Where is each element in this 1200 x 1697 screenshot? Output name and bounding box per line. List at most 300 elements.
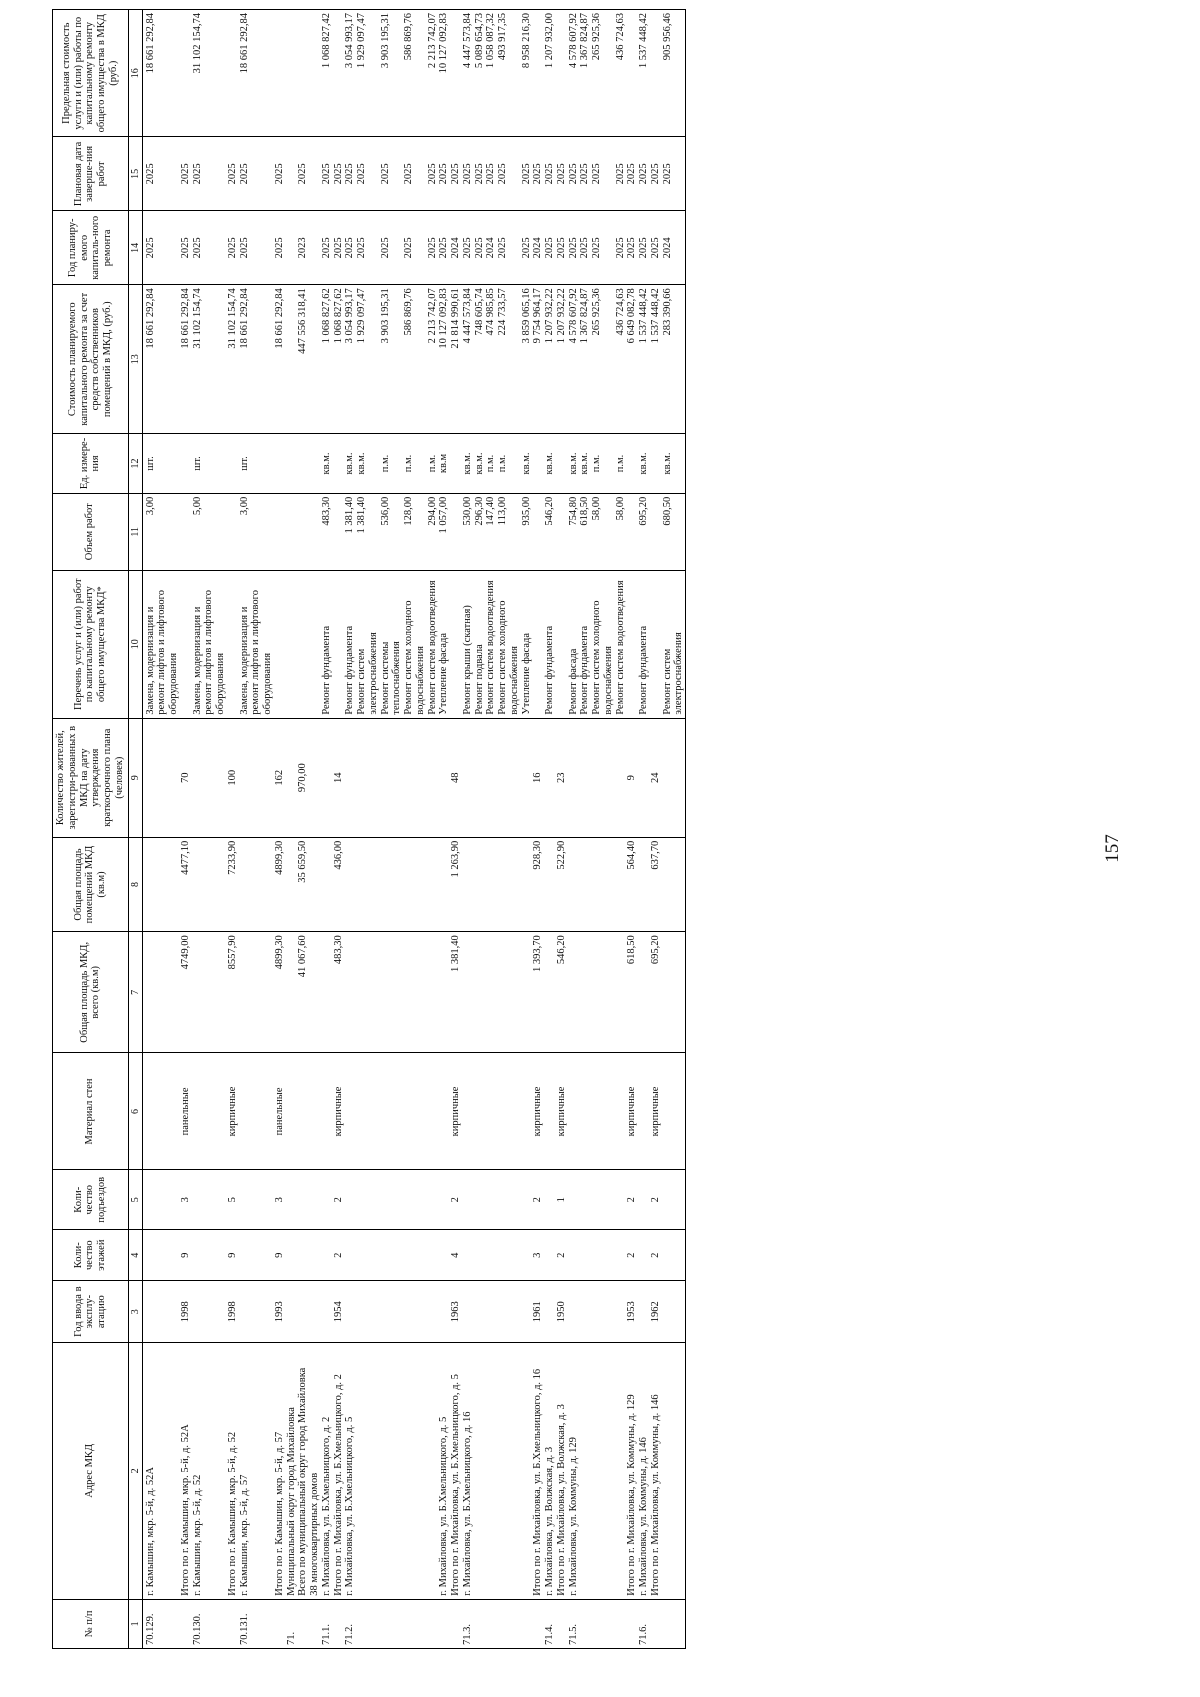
table-cell <box>321 837 333 931</box>
table-cell: 4899,30 <box>274 932 286 1053</box>
table-cell <box>474 837 486 931</box>
table-cell <box>462 1170 474 1230</box>
table-row <box>192 10 227 1649</box>
table-cell: 2025 <box>450 137 462 211</box>
table-cell <box>286 932 298 1053</box>
table-cell <box>638 1170 650 1230</box>
table-cell: 6 649 082,78 <box>626 285 638 434</box>
table-cell: 2025 <box>142 137 180 211</box>
table-cell: 1 367 824,87 <box>579 285 591 434</box>
column-number: 9 <box>128 718 142 837</box>
table-cell <box>380 1053 404 1170</box>
table-cell <box>333 434 345 494</box>
table-row <box>180 10 192 1649</box>
table-cell <box>521 718 533 837</box>
table-cell: 18 661 292,84 <box>142 285 180 434</box>
table-cell: Ремонт подвала <box>474 570 486 718</box>
table-cell: Ремонт фасада <box>568 570 580 718</box>
table-cell: 4 578 607,92 <box>568 10 580 137</box>
table-cell: 2 213 742,07 <box>427 10 439 137</box>
table-cell: 493 917,35 <box>497 10 521 137</box>
table-cell: Ремонт систем холодного водоснабжения <box>591 570 615 718</box>
table-cell: 1 068 827,62 <box>333 285 345 434</box>
table-cell <box>274 570 286 718</box>
table-cell <box>239 932 274 1053</box>
table-cell: 2025 <box>497 137 521 211</box>
table-cell: 2025 <box>521 211 533 285</box>
table-cell <box>180 1599 192 1648</box>
table-cell <box>662 1281 686 1343</box>
table-cell <box>662 837 686 931</box>
table-cell <box>427 1281 439 1343</box>
table-cell: 1962 <box>650 1281 662 1343</box>
table-cell <box>650 434 662 494</box>
table-cell <box>662 718 686 837</box>
table-cell <box>227 1599 239 1648</box>
table-cell: 3 054 993,17 <box>344 285 356 434</box>
table-cell <box>286 718 298 837</box>
table-cell <box>497 718 521 837</box>
table-cell: 2025 <box>403 137 427 211</box>
table-row <box>450 10 462 1649</box>
table-cell: Ремонт систем холодного водоснабжения <box>497 570 521 718</box>
table-cell: 4 447 573,84 <box>462 285 474 434</box>
table-row <box>556 10 568 1649</box>
table-cell <box>192 718 227 837</box>
table-cell <box>356 1230 380 1281</box>
table-cell <box>192 1281 227 1343</box>
table-cell <box>474 718 486 837</box>
table-cell <box>615 932 627 1053</box>
table-cell <box>227 493 239 570</box>
table-cell: 2025 <box>403 211 427 285</box>
table-cell <box>297 1053 321 1170</box>
table-cell: 2025 <box>192 137 227 211</box>
table-cell <box>450 493 462 570</box>
table-cell <box>579 1053 591 1170</box>
table-cell: Замена, модернизация и ремонт лифтов и лифтового оборудования <box>142 570 180 718</box>
table-cell: Итого по г. Михайловка, ул. Б.Хмельницкого, д. 16 <box>532 1342 544 1599</box>
table-cell <box>180 570 192 718</box>
table-cell: 2025 <box>192 211 227 285</box>
table-cell <box>380 1342 404 1599</box>
table-cell <box>497 1230 521 1281</box>
table-cell <box>485 1342 497 1599</box>
table-cell: кирпичные <box>450 1053 462 1170</box>
table-cell: 1 929 097,47 <box>356 285 380 434</box>
table-cell: 18 661 292,84 <box>274 285 286 434</box>
table-cell <box>579 1230 591 1281</box>
table-cell <box>450 1599 462 1648</box>
table-cell <box>427 932 439 1053</box>
table-cell <box>615 837 627 931</box>
table-cell: 10 127 092,83 <box>438 285 450 434</box>
table-cell <box>239 1053 274 1170</box>
table-cell: 618,50 <box>626 932 638 1053</box>
column-header: Материал стен <box>53 1053 129 1170</box>
table-cell <box>579 837 591 931</box>
table-cell <box>532 570 544 718</box>
table-cell: 1 068 827,62 <box>321 285 333 434</box>
table-cell: 1 207 932,22 <box>544 285 556 434</box>
table-cell <box>427 1053 439 1170</box>
table-cell <box>579 932 591 1053</box>
column-number: 12 <box>128 434 142 494</box>
table-cell <box>662 1599 686 1648</box>
table-cell <box>403 1053 427 1170</box>
table-cell <box>591 932 615 1053</box>
table-cell <box>286 1230 298 1281</box>
table-row <box>485 10 497 1649</box>
table-cell: 1 207 932,00 <box>544 10 556 137</box>
table-cell <box>521 1053 533 1170</box>
table-cell: 31 102 154,74 <box>192 10 227 137</box>
table-cell: 2025 <box>462 211 474 285</box>
table-cell <box>286 1281 298 1343</box>
table-cell <box>297 1230 321 1281</box>
table-cell: Ремонт систем электроснабжения <box>662 570 686 718</box>
table-cell <box>297 10 321 137</box>
table-cell: панельные <box>274 1053 286 1170</box>
table-cell <box>462 932 474 1053</box>
table-cell <box>333 10 345 137</box>
table-cell <box>497 932 521 1053</box>
table-cell <box>297 1599 321 1648</box>
column-number: 10 <box>128 570 142 718</box>
table-cell: 3 903 195,31 <box>380 285 404 434</box>
table-cell <box>180 434 192 494</box>
table-cell: 3,00 <box>142 493 180 570</box>
table-cell <box>142 932 180 1053</box>
table-cell: кв.м. <box>356 434 380 494</box>
table-cell: г. Михайловка, ул. Б.Хмельницкого, д. 16 <box>462 1342 474 1599</box>
table-row <box>333 10 345 1649</box>
table-cell <box>297 1281 321 1343</box>
table-cell <box>556 570 568 718</box>
table-cell: 2 <box>450 1170 462 1230</box>
table-cell <box>497 1342 521 1599</box>
column-header: Год планиру-емого капиталь-ного ремонта <box>53 211 129 285</box>
column-header: Плановая дата заверше-ния работ <box>53 137 129 211</box>
table-cell: 2025 <box>321 211 333 285</box>
table-cell: 483,30 <box>321 493 333 570</box>
column-number: 4 <box>128 1230 142 1281</box>
table-cell <box>591 837 615 931</box>
column-number: 16 <box>128 10 142 137</box>
table-cell <box>532 434 544 494</box>
table-cell <box>591 1170 615 1230</box>
table-cell: 1961 <box>532 1281 544 1343</box>
table-cell: Итого по г. Михайловка, ул. Б.Хмельницкого, д. 2 <box>333 1342 345 1599</box>
table-cell: 2025 <box>333 211 345 285</box>
column-header: Ед. измере-ния <box>53 434 129 494</box>
table-cell <box>626 493 638 570</box>
table-cell <box>474 932 486 1053</box>
table-cell <box>485 1053 497 1170</box>
table-cell: 1 057,00 <box>438 493 450 570</box>
table-cell: 4 578 607,92 <box>568 285 580 434</box>
table-cell <box>356 932 380 1053</box>
table-cell <box>521 1342 533 1599</box>
column-header: Коли-чество этажей <box>53 1230 129 1281</box>
table-cell <box>438 1053 450 1170</box>
table-row <box>544 10 556 1649</box>
table-cell: 2025 <box>239 211 274 285</box>
table-cell <box>356 718 380 837</box>
table-row <box>321 10 333 1649</box>
table-cell <box>356 1170 380 1230</box>
table-cell: 2025 <box>438 211 450 285</box>
table-cell: 2025 <box>591 137 615 211</box>
table-cell <box>286 1053 298 1170</box>
table-cell: 21 814 990,61 <box>450 285 462 434</box>
table-cell <box>380 837 404 931</box>
table-cell <box>321 1170 333 1230</box>
table-cell: 1 537 448,42 <box>638 10 650 137</box>
table-cell: 2025 <box>321 137 333 211</box>
table-cell: Ремонт систем водоотведения <box>485 570 497 718</box>
table-cell <box>344 1230 356 1281</box>
table-cell <box>556 493 568 570</box>
table-cell: 2 <box>626 1170 638 1230</box>
column-number: 1 <box>128 1599 142 1648</box>
table-cell: 2025 <box>344 137 356 211</box>
table-cell: шт. <box>192 434 227 494</box>
table-cell <box>227 570 239 718</box>
table-cell: 2025 <box>180 211 192 285</box>
table-cell: 905 956,46 <box>662 10 686 137</box>
table-cell <box>579 718 591 837</box>
table-cell: кв.м. <box>638 434 650 494</box>
table-cell: 18 661 292,84 <box>239 285 274 434</box>
table-cell <box>321 1281 333 1343</box>
table-cell: 2025 <box>227 211 239 285</box>
column-header: Стоимость планируемого капитального ремонта за счет средств собственников помещений в МКД, (руб.) <box>53 285 129 434</box>
table-cell <box>356 1053 380 1170</box>
table-cell: 1 537 448,42 <box>638 285 650 434</box>
table-cell: 1954 <box>333 1281 345 1343</box>
table-cell: Ремонт системы теплоснабжения <box>380 570 404 718</box>
table-cell: 3,00 <box>239 493 274 570</box>
table-cell <box>274 10 286 137</box>
table-cell: 8 958 216,30 <box>521 10 533 137</box>
table-cell: г. Михайловка, ул. Б.Хмельницкого, д. 5 <box>438 1342 450 1599</box>
table-cell <box>286 211 298 285</box>
table-cell: Итого по г. Михайловка, ул. Коммуны, д. 146 <box>650 1342 662 1599</box>
table-cell <box>650 570 662 718</box>
table-cell <box>615 1342 627 1599</box>
table-cell: 2025 <box>521 137 533 211</box>
column-header: Коли-чество подъездов <box>53 1170 129 1230</box>
table-cell <box>568 1053 580 1170</box>
table-cell <box>297 493 321 570</box>
table-cell <box>497 1170 521 1230</box>
table-cell <box>286 570 298 718</box>
table-cell <box>321 1230 333 1281</box>
table-cell: 16 <box>532 718 544 837</box>
table-cell: 18 661 292,84 <box>142 10 180 137</box>
table-cell: 2025 <box>626 137 638 211</box>
table-cell <box>356 1342 380 1599</box>
table-cell <box>532 10 544 137</box>
table-cell <box>380 718 404 837</box>
table-cell <box>438 837 450 931</box>
table-cell: 1 929 097,47 <box>356 10 380 137</box>
table-cell: 2025 <box>474 211 486 285</box>
table-cell: 9 <box>180 1230 192 1281</box>
table-cell <box>380 1230 404 1281</box>
table-cell <box>615 718 627 837</box>
table-cell <box>344 932 356 1053</box>
table-cell: 128,00 <box>403 493 427 570</box>
table-cell <box>380 1281 404 1343</box>
table-cell: кирпичные <box>626 1053 638 1170</box>
table-row <box>521 10 533 1649</box>
column-header: Количество жителей, зарегистри-рованных в МКД на дату утверждения краткосрочного плана (человек) <box>53 718 129 837</box>
table-cell: 586 869,76 <box>403 10 427 137</box>
table-cell: 14 <box>333 718 345 837</box>
table-cell <box>591 718 615 837</box>
table-row <box>380 10 404 1649</box>
table-cell: 70.131. <box>239 1599 274 1648</box>
table-cell <box>615 1281 627 1343</box>
table-cell <box>532 1599 544 1648</box>
table-cell: 1 537 448,42 <box>650 285 662 434</box>
table-cell: 2025 <box>356 137 380 211</box>
table-cell <box>380 1170 404 1230</box>
column-header: Предельная стоимость услуги и (или) работы по капитальному ремонту общего имущества в МКД (руб.) <box>53 10 129 137</box>
table-cell: п.м. <box>403 434 427 494</box>
table-cell: 71.5. <box>568 1599 580 1648</box>
table-cell <box>485 718 497 837</box>
table-cell: 1 068 827,42 <box>321 10 333 137</box>
table-cell: 2025 <box>344 211 356 285</box>
table-cell: 3 <box>274 1170 286 1230</box>
table-cell: кирпичные <box>650 1053 662 1170</box>
table-cell: 8557,90 <box>227 932 239 1053</box>
table-cell: 2025 <box>615 137 627 211</box>
table-cell: 1993 <box>274 1281 286 1343</box>
table-cell: 436 724,63 <box>615 285 627 434</box>
table-cell: 1 381,40 <box>344 493 356 570</box>
table-cell <box>403 1230 427 1281</box>
table-cell <box>579 1342 591 1599</box>
table-cell <box>497 1281 521 1343</box>
table-cell: кв.м. <box>462 434 474 494</box>
table-cell: кирпичные <box>556 1053 568 1170</box>
table-cell <box>427 1599 439 1648</box>
table-cell <box>497 1053 521 1170</box>
table-cell: 23 <box>556 718 568 837</box>
table-cell: 71.2. <box>344 1599 356 1648</box>
table-cell: Итого по г. Камышин, мкр. 5-й, д. 52А <box>180 1342 192 1599</box>
table-cell: 637,70 <box>650 837 662 931</box>
table-cell: 2025 <box>579 211 591 285</box>
table-cell: 71.4. <box>544 1599 556 1648</box>
table-cell: 748 605,74 <box>474 285 486 434</box>
table-row <box>497 10 521 1649</box>
table-cell <box>192 1170 227 1230</box>
table-cell: 2025 <box>333 137 345 211</box>
table-cell: 2025 <box>638 211 650 285</box>
table-cell <box>450 434 462 494</box>
table-cell: 2025 <box>462 137 474 211</box>
column-number: 8 <box>128 837 142 931</box>
table-cell: г. Камышин, мкр. 5-й, д. 57 <box>239 1342 274 1599</box>
table-cell <box>403 1342 427 1599</box>
table-cell: 1953 <box>626 1281 638 1343</box>
table-cell: 1998 <box>180 1281 192 1343</box>
table-cell: 2025 <box>638 137 650 211</box>
table-cell: 24 <box>650 718 662 837</box>
table-cell: 4 <box>450 1230 462 1281</box>
table-cell: 48 <box>450 718 462 837</box>
table-cell: 296,30 <box>474 493 486 570</box>
table-cell: 113,00 <box>497 493 521 570</box>
table-cell: п.м. <box>427 434 439 494</box>
table-cell: 71.1. <box>321 1599 333 1648</box>
table-cell: 7233,90 <box>227 837 239 931</box>
table-cell: 2025 <box>662 137 686 211</box>
table-cell: 483,30 <box>333 932 345 1053</box>
table-cell: кирпичные <box>333 1053 345 1170</box>
table-cell: Ремонт фундамента <box>321 570 333 718</box>
table-cell <box>333 493 345 570</box>
table-cell: Замена, модернизация и ремонт лифтов и лифтового оборудования <box>192 570 227 718</box>
table-cell <box>286 10 298 137</box>
table-cell <box>532 493 544 570</box>
table-cell <box>474 1230 486 1281</box>
table-cell: 9 <box>626 718 638 837</box>
table-cell: 4477,10 <box>180 837 192 931</box>
table-cell <box>650 10 662 137</box>
table-cell <box>227 434 239 494</box>
table-cell: 2025 <box>626 211 638 285</box>
table-cell <box>568 932 580 1053</box>
table-cell: 18 661 292,84 <box>239 10 274 137</box>
table-cell <box>344 718 356 837</box>
table-cell <box>192 1053 227 1170</box>
table-cell <box>521 837 533 931</box>
table-cell <box>568 718 580 837</box>
table-cell <box>321 932 333 1053</box>
table-cell: 2025 <box>180 137 192 211</box>
table-cell <box>626 1599 638 1648</box>
table-cell: 2025 <box>579 137 591 211</box>
table-cell: 265 925,36 <box>591 10 615 137</box>
table-cell <box>591 1342 615 1599</box>
table-cell <box>544 932 556 1053</box>
table-cell: 2024 <box>532 211 544 285</box>
table-cell <box>333 570 345 718</box>
table-cell <box>462 1053 474 1170</box>
table-cell: Утепление фасада <box>438 570 450 718</box>
table-row <box>427 10 439 1649</box>
table-cell <box>180 10 192 137</box>
column-number: 7 <box>128 932 142 1053</box>
table-cell: 530,00 <box>462 493 474 570</box>
table-cell <box>626 570 638 718</box>
table-cell <box>591 1053 615 1170</box>
table-body <box>142 10 686 1649</box>
table-cell <box>286 493 298 570</box>
column-number: 6 <box>128 1053 142 1170</box>
table-cell: 2025 <box>227 137 239 211</box>
table-cell: 1 381,40 <box>356 493 380 570</box>
table-row <box>227 10 239 1649</box>
table-cell: 41 067,60 <box>297 932 321 1053</box>
table-cell: г. Михайловка, ул. Б.Хмельницкого, д. 5 <box>344 1342 356 1599</box>
